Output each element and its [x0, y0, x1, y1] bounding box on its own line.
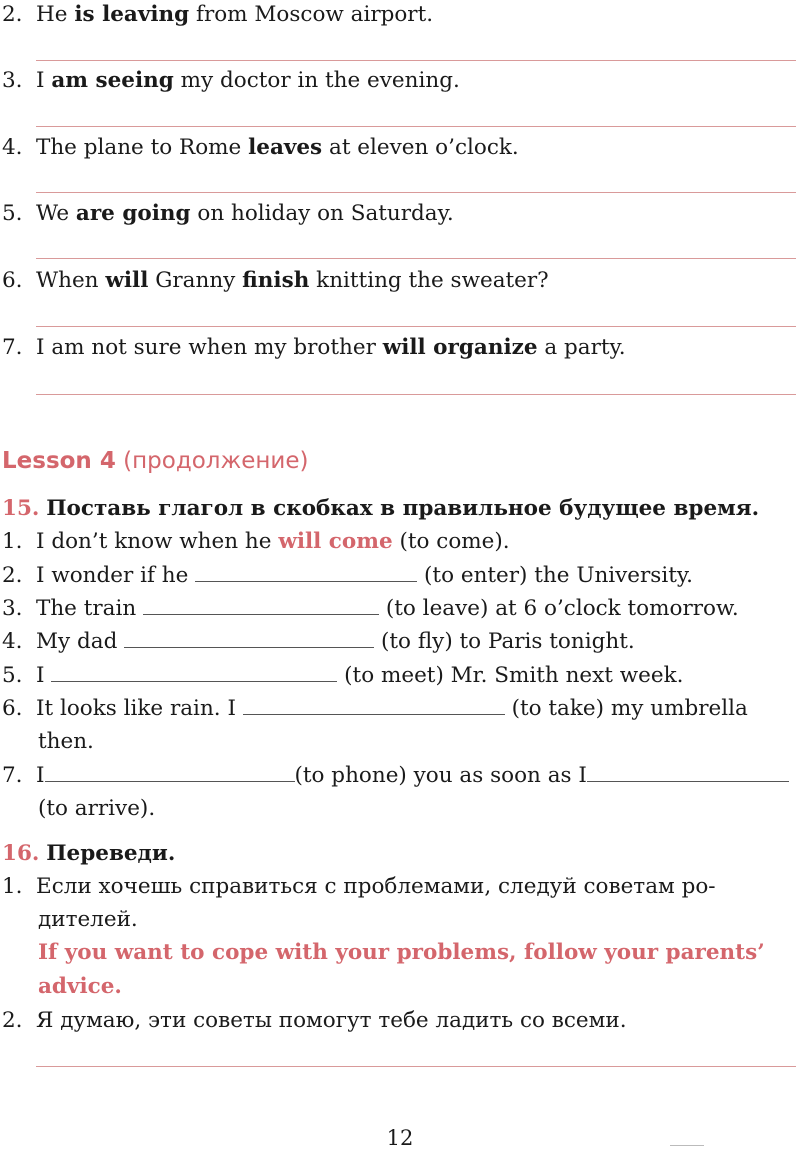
answer-line[interactable]: [36, 258, 796, 259]
exercise-16-title: 16. Переведи.: [2, 841, 176, 866]
ex15-item-7-cont: (to arrive).: [38, 796, 156, 821]
ex15-item-4: 4. My dad (to fly) to Paris tonight.: [2, 629, 635, 654]
prev-item-5: 5. We are going on holiday on Saturday.: [2, 201, 454, 226]
ex15-item-2: 2. I wonder if he (to enter) the University.: [2, 563, 693, 588]
exercise-15-title: 15. Поставь глагол в скобках в правильное будущее время.: [2, 496, 760, 521]
blank-input[interactable]: [51, 661, 337, 682]
page-number: 12: [386, 1126, 414, 1150]
blank-input[interactable]: [195, 561, 417, 582]
ex16-answer-1: If you want to cope with your problems, follow your parents’: [38, 940, 765, 965]
answer-line[interactable]: [36, 394, 796, 395]
blank-input[interactable]: [587, 761, 789, 782]
ex15-item-1: 1. I don’t know when he will come (to come).: [2, 529, 510, 554]
ex15-item-3: 3. The train (to leave) at 6 o’clock tomorrow.: [2, 596, 739, 621]
blank-input[interactable]: [124, 627, 374, 648]
blank-input[interactable]: [143, 594, 379, 615]
answer-line[interactable]: [36, 1066, 796, 1067]
ex16-item-1: 1. Если хочешь справиться с проблемами, следуй советам ро-: [2, 874, 716, 899]
prev-item-3: 3. I am seeing my doctor in the evening.: [2, 68, 460, 93]
ex15-item-7: 7. I (to phone) you as soon as I: [2, 761, 796, 791]
ex15-item-6: 6. It looks like rain. I (to take) my umbrella: [2, 696, 748, 721]
blank-input[interactable]: [45, 761, 295, 782]
prev-item-7: 7. I am not sure when my brother will organize a party.: [2, 335, 626, 360]
prev-item-2: 2. He is leaving from Moscow airport.: [2, 2, 434, 27]
ex16-item-1-cont: дителей.: [38, 907, 138, 932]
answer-line[interactable]: [36, 326, 796, 327]
answer-line[interactable]: [36, 192, 796, 193]
prev-item-6: 6. When will Granny finish knitting the sweater?: [2, 268, 549, 293]
answer-line[interactable]: [36, 60, 796, 61]
lesson-heading: Lesson 4 (продолжение): [2, 448, 309, 474]
prev-item-4: 4. The plane to Rome leaves at eleven o’clock.: [2, 135, 519, 160]
ex16-item-2: 2. Я думаю, эти советы помогут тебе ладить со всеми.: [2, 1008, 627, 1033]
divider: [670, 1145, 704, 1146]
blank-input[interactable]: [243, 694, 505, 715]
ex15-item-6-cont: then.: [38, 729, 94, 754]
answer-line[interactable]: [36, 126, 796, 127]
filled-answer: will come: [278, 529, 393, 554]
ex16-answer-1-cont: advice.: [38, 974, 122, 999]
ex15-item-5: 5. I (to meet) Mr. Smith next week.: [2, 663, 684, 688]
